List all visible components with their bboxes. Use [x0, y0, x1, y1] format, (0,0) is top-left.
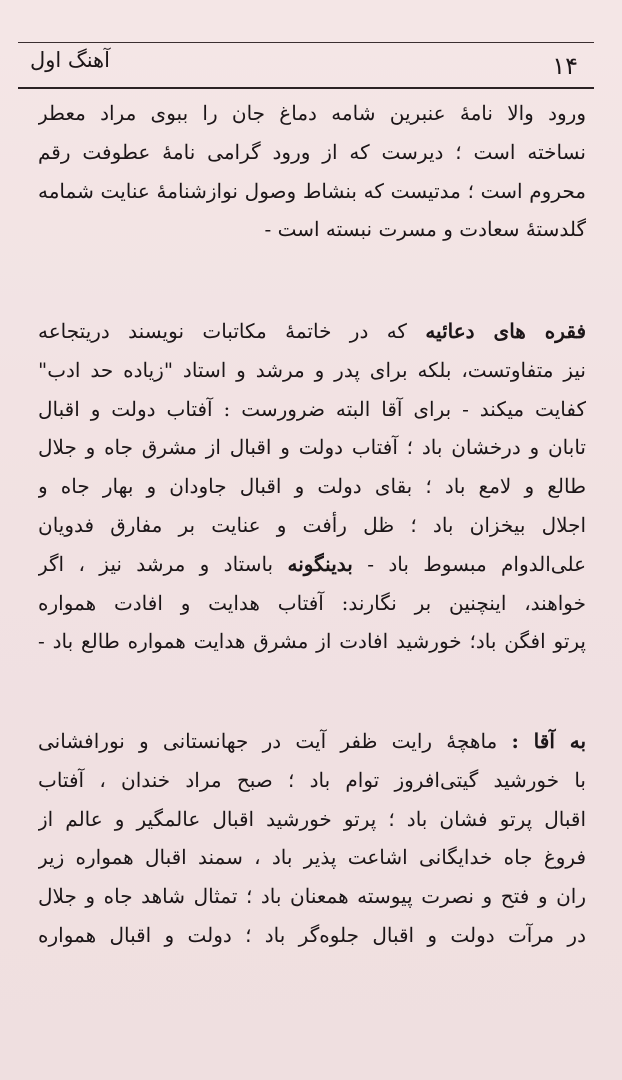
text-line [38, 722, 586, 761]
running-title: آهنگ اول [30, 48, 110, 72]
text-line [38, 545, 586, 584]
text-line: اجلال بیخزان باد ؛ ظل رأفت و عنایت بر مفارق فدویان [38, 512, 586, 537]
text-line: فروغ جاه خدایگانی اشاعت پذیر باد ، سمند اقبال همواره زیر [38, 845, 586, 870]
text-line: گلدستهٔ سعادت و مسرت نبسته است - [264, 217, 586, 242]
text-line: طالع و لامع باد ؛ بقای دولت و اقبال جاودان و بهار جاه و [38, 474, 586, 499]
text-line: ورود والا نامهٔ عنبرین شامه دماغ جان را ببوی مراد معطر [38, 101, 586, 125]
inline-keyword: بدینگونه [287, 551, 353, 576]
text-fragment: علی‌الدوام مبسوط باد - [367, 551, 586, 576]
paragraph-3 [38, 722, 586, 955]
text-line: نساخته است ؛ دیرست که از ورود گرامی نامهٔ عطوفت رقم [38, 139, 586, 164]
text-line: با خورشید گیتی‌افروز توام باد ؛ صبح مراد خندان ، آفتاب [38, 767, 586, 792]
paragraph-2 [38, 312, 586, 661]
text-line: خواهند، اینچنین بر نگارند: آفتاب هدایت و افادت همواره [38, 590, 586, 615]
header-rule-bottom [18, 87, 594, 89]
section-heading: به آقا : [511, 729, 586, 753]
text-fragment: باستاد و مرشد نیز ، اگر [38, 551, 274, 576]
page-number: ۱۴ [552, 52, 578, 80]
text-line: پرتو افگن باد؛ خورشید افادت از مشرق هدایت همواره طالع باد - [38, 629, 586, 654]
header-rule-top [18, 42, 594, 43]
text-line: محروم است ؛ مدتیست که بنشاط وصول نوازشنامهٔ عنایت شمامه [38, 178, 586, 203]
section-heading: فقره های دعائیه [425, 319, 586, 343]
text-line: اقبال پرتو فشان باد ؛ پرتو خورشید اقبال عالمگیر و عالم از [38, 806, 586, 831]
text-fragment: که در خاتمهٔ مکاتبات نویسند دریتجاعه [38, 319, 407, 343]
text-line [38, 312, 586, 351]
paragraph-1 [38, 94, 586, 249]
text-line: کفایت میکند - برای آقا البته ضرورست : آفتاب دولت و اقبال [38, 396, 586, 421]
text-line: نیز متفاوتست، بلکه برای پدر و مرشد و استاد "زیاده حد ادب" [38, 357, 586, 382]
text-line: در مرآت دولت و اقبال جلوه‌گر باد ؛ دولت و اقبال همواره [38, 922, 586, 947]
text-fragment: ماهچهٔ رایت ظفر آیت در جهانستانی و نورافشانی [38, 729, 498, 753]
text-line: ران و فتح و نصرت پیوسته همعنان باد ؛ تمثال شاهد جاه و جلال [38, 884, 586, 909]
text-line: تابان و درخشان باد ؛ آفتاب دولت و اقبال از مشرق جاه و جلال [38, 435, 586, 460]
